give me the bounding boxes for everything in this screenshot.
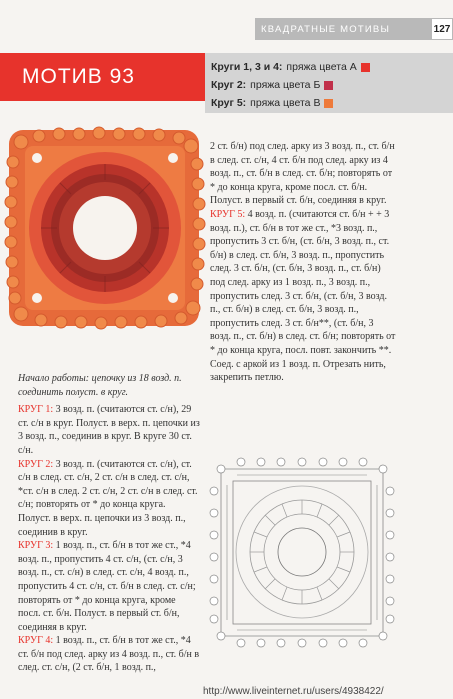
color-swatch-a [361,63,370,72]
legend-row-b [211,76,453,94]
watermark-url: http://www.liveinternet.ru/users/4938422/ [203,686,384,697]
section-title: КВАДРАТНЫЕ МОТИВЫ [261,23,391,35]
legend-label-c: Круг 5: [211,97,247,109]
yarn-legend [205,53,453,113]
instructions-left-column [18,372,200,675]
round-4-continued: 2 ст. б/н) под след. арку из 3 возд. п., ст. б/н в след. ст. с/н, 4 ст. б/н под след. арку из 4 возд. п., ст. б/н в след. ст. б/н; повторять от * до конца круга, кроме посл. ст. б/н. Полуст. в первый ст. б/н, соединяя в круг. [210,141,395,207]
round-4-text: 1 возд. п., ст. б/н в тот же ст., *4 ст. б/н под след. арку из 4 возд. п., ст. б/н в след. ст. с/н, (2 ст. б/н, 1 возд. п., [18,635,200,674]
round-2-text: 3 возд. п. (считаются ст. с/н), ст. с/н в след. ст. с/н, 2 ст. с/н в след. ст. с/н, *ст. с/н в след. 2 ст. с/н, 2 ст. с/н в след. ст. с/н; повторять от * до конца круга. Полуст. в верх. п. цепочки из 3 возд. п., соединив в круг. [18,458,198,538]
round-4-label: КРУГ 4: [18,635,54,647]
round-1 [18,403,200,457]
color-swatch-b [324,81,333,90]
legend-text-b: пряжа цвета Б [250,79,321,91]
round-5 [210,208,396,385]
motif-title: МОТИВ 93 [22,65,135,88]
round-3-label: КРУГ 3: [18,540,54,552]
legend-text-c: пряжа цвета В [250,97,321,109]
round-1-text: 3 возд. п. (считаются ст. с/н), 29 ст. с/н в круг. Полуст. в верх. п. цепочки из 3 возд. п., соединив в круг. В круге 30 ст. с/н. [18,404,200,456]
legend-label-a: Круги 1, 3 и 4: [211,61,283,73]
running-header [255,18,453,40]
instructions-right-column [210,140,396,385]
crochet-diagram [207,455,397,650]
round-3 [18,539,200,634]
legend-row-c [211,94,453,112]
round-5-text: 4 возд. п. (считаются ст. б/н + + 3 возд. п.), ст. б/н в тот же ст., *3 возд. п., пропустить 3 ст. б/н, (ст. б/н, 3 возд. п., ст. б/н) в след. ст. б/н, 3 возд. п., пропустить след. 3 ст. б/н, (ст. б/н, 3 возд. п., ст. б/н) под след. арку из 1 возд. п., 3 возд. п., пропустить след. 3 ст. б/н, (ст. б/н, 3 возд. п., ст. б/н) в след. ст. б/н, 3 возд. п., пропустить след. 3 ст. б/н**, (ст. б/н, 3 возд. п., ст. б/н) в след. ст. б/н; повторять от * до конца круга, посл. повт. закончить **. Соед. с аркой из 1 возд. п. Отрезать нить, закрепить петлю. [210,208,396,384]
motif-photo [3,122,207,334]
color-swatch-c [324,99,333,108]
start-instructions: Начало работы: цепочку из 18 возд. п. соединить полуст. в круг. [18,373,182,398]
round-1-label: КРУГ 1: [18,404,54,416]
round-2 [18,458,200,540]
round-4 [18,634,200,675]
legend-label-b: Круг 2: [211,79,247,91]
page-number: 127 [431,18,453,40]
legend-text-a: пряжа цвета А [286,61,357,73]
motif-title-band [0,53,205,101]
round-2-label: КРУГ 2: [18,458,54,470]
round-3-text: 1 возд. п., ст. б/н в тот же ст., *4 возд. п., пропустить 4 ст. с/н, (ст. с/н, 3 возд. п., ст. с/н) в след. ст. с/н, 4 возд. п., пропустить 4 ст. с/н, ст. б/н в след. ст. с/н; повторять от * до конца круга, кроме посл. ст. б/н. Полуст. в первый ст. б/н, соединяя в круг. [18,540,196,633]
legend-row-a [211,58,453,76]
round-5-label: КРУГ 5: [210,208,246,220]
